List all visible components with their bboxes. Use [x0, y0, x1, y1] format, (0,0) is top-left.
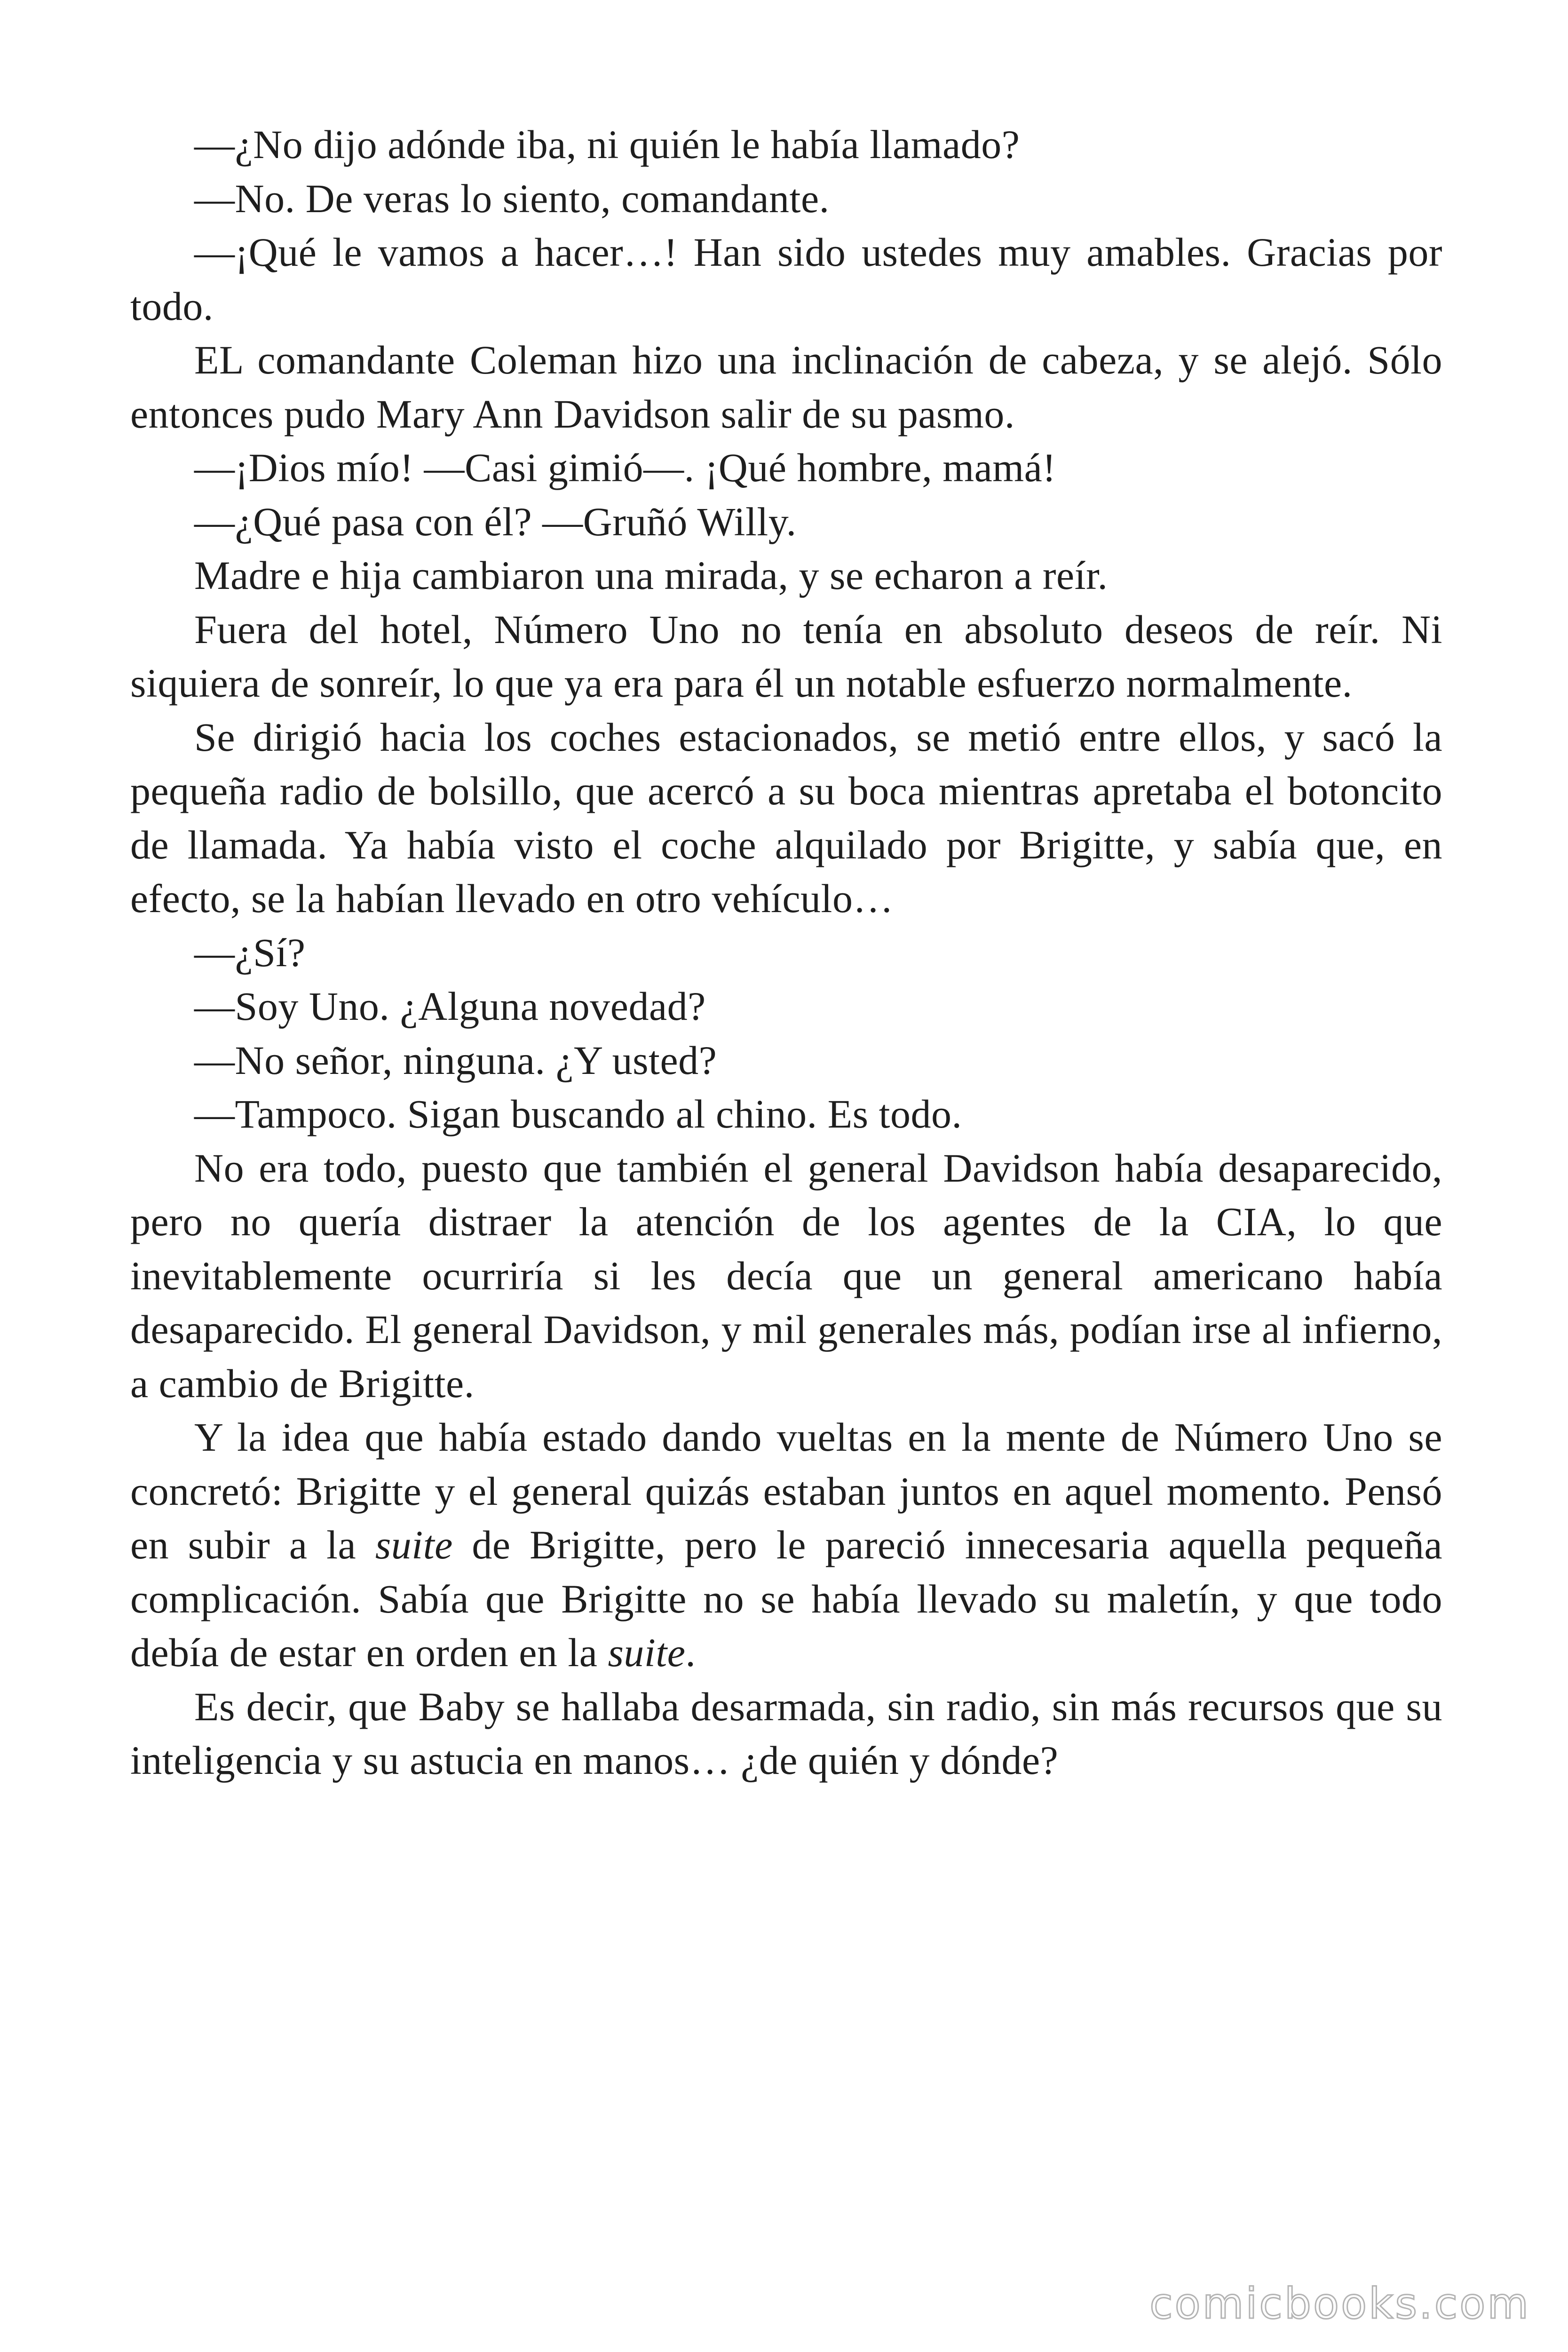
- paragraph: Se dirigió hacia los coches estacionados, se metió entre ellos, y sacó la pequeña radio de bolsillo, que acercó a su boca mientras apretaba el botoncito de llamada. Ya había visto el coche alquilado por Brigitte, y sabía que, en efecto, se la habían llevado en otro vehículo…: [130, 714, 1442, 921]
- paragraph: —¿No dijo adónde iba, ni quién le había llamado?: [194, 122, 1020, 167]
- italic-word: suite: [608, 1630, 686, 1675]
- paragraph: [130, 1410, 1442, 1680]
- paragraph: Fuera del hotel, Número Uno no tenía en absoluto deseos de reír. Ni siquiera de sonreír, lo que ya era para él un notable esfuerzo normalmente.: [130, 606, 1442, 706]
- paragraph: Es decir, que Baby se hallaba desarmada, sin radio, sin más recursos que su inteligencia y su astucia en manos… ¿de quién y dónde?: [130, 1684, 1442, 1783]
- paragraph: —Soy Uno. ¿Alguna novedad?: [194, 984, 706, 1029]
- paragraph: EL comandante Coleman hizo una inclinación de cabeza, y se alejó. Sólo entonces pudo Mary Ann Davidson salir de su pasmo.: [130, 337, 1442, 437]
- paragraph: —¡Qué le vamos a hacer…! Han sido ustedes muy amables. Gracias por todo.: [130, 230, 1442, 329]
- italic-word: suite: [375, 1522, 453, 1567]
- paragraph-text: .: [685, 1630, 696, 1675]
- paragraph-text: de Brigitte, pero le pareció innecesaria aquella pequeña complicación. Sabía que Brigitte no se había llevado su maletín, y que todo debía de estar en orden en la: [130, 1522, 1442, 1675]
- paragraph: Madre e hija cambiaron una mirada, y se echaron a reír.: [194, 553, 1108, 598]
- paragraph: No era todo, puesto que también el general Davidson había desaparecido, pero no quería distraer la atención de los agentes de la CIA, lo que inevitablemente ocurriría si les decía que un general americano había desaparecido. El general Davidson, y mil generales más, podían irse al infierno, a cambio de Brigitte.: [130, 1145, 1442, 1406]
- paragraph-text: Y la idea que había estado dando vueltas en la mente de Número Uno se concretó: Brigitte y el general quizás estaban juntos en aquel momento. Pensó en subir a la: [130, 1414, 1442, 1567]
- paragraph: —Tampoco. Sigan buscando al chino. Es todo.: [194, 1091, 962, 1136]
- paragraph: —¡Dios mío! —Casi gimió—. ¡Qué hombre, mamá!: [194, 445, 1056, 490]
- paragraph: —¿Sí?: [194, 930, 306, 975]
- paragraph: —No. De veras lo siento, comandante.: [194, 175, 830, 221]
- watermark: comicbooks.com: [1149, 2279, 1530, 2328]
- book-page-text: [130, 118, 1442, 1788]
- paragraph: —No señor, ninguna. ¿Y usted?: [194, 1037, 717, 1083]
- paragraph: —¿Qué pasa con él? —Gruñó Willy.: [194, 499, 797, 544]
